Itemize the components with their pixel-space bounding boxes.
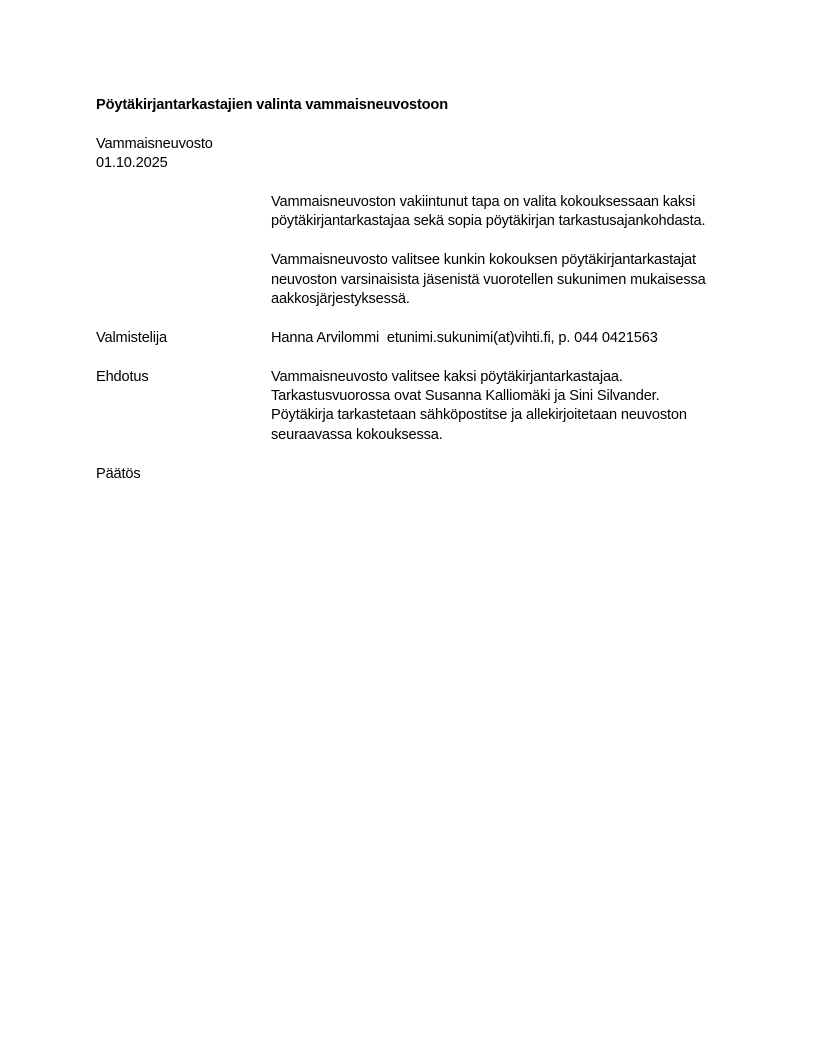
preparer-value: Hanna Arvilommi etunimi.sukunimi(at)vihti.fi, p. 044 0421563 <box>271 329 658 346</box>
text-line: aakkosjärjestyksessä. <box>271 291 410 308</box>
proposal-row <box>96 368 736 446</box>
text-line: Tarkastusvuorossa ovat Susanna Kalliomäki ja Sini Silvander. <box>271 388 660 405</box>
empty-label-cell <box>96 193 271 232</box>
meeting-date: 01.10.2025 <box>96 155 168 172</box>
preparer-label: Valmistelija <box>96 329 167 346</box>
text-line: pöytäkirjantarkastajaa sekä sopia pöytäkirjan tarkastusajankohdasta. <box>271 213 706 230</box>
decision-text-empty <box>271 465 736 484</box>
decision-label: Päätös <box>96 465 141 482</box>
empty-label-cell <box>96 251 271 309</box>
preparer-row <box>96 329 736 348</box>
text-line: Vammaisneuvosto valitsee kaksi pöytäkirjantarkastajaa. <box>271 368 623 385</box>
paragraph-text <box>271 251 736 309</box>
text-line: Vammaisneuvoston vakiintunut tapa on valita kokouksessaan kaksi <box>271 194 696 210</box>
text-line: Vammaisneuvosto valitsee kunkin kokouksen pöytäkirjantarkastajat <box>271 252 696 269</box>
proposal-label: Ehdotus <box>96 368 149 385</box>
document-title: Pöytäkirjantarkastajien valinta vammaisneuvostoon <box>96 97 448 113</box>
intro-paragraph-2 <box>96 251 736 309</box>
text-line: Pöytäkirja tarkastetaan sähköpostitse ja allekirjoitetaan neuvoston <box>271 407 687 424</box>
intro-paragraph-1 <box>96 193 736 232</box>
committee-name: Vammaisneuvosto <box>96 135 213 152</box>
paragraph-text <box>271 193 736 232</box>
decision-row <box>96 465 736 484</box>
text-line: seuraavassa kokouksessa. <box>271 426 443 443</box>
text-line: neuvoston varsinaisista jäsenistä vuorotellen sukunimen mukaisessa <box>271 271 706 288</box>
proposal-text <box>271 368 736 446</box>
meta-block <box>96 135 736 174</box>
